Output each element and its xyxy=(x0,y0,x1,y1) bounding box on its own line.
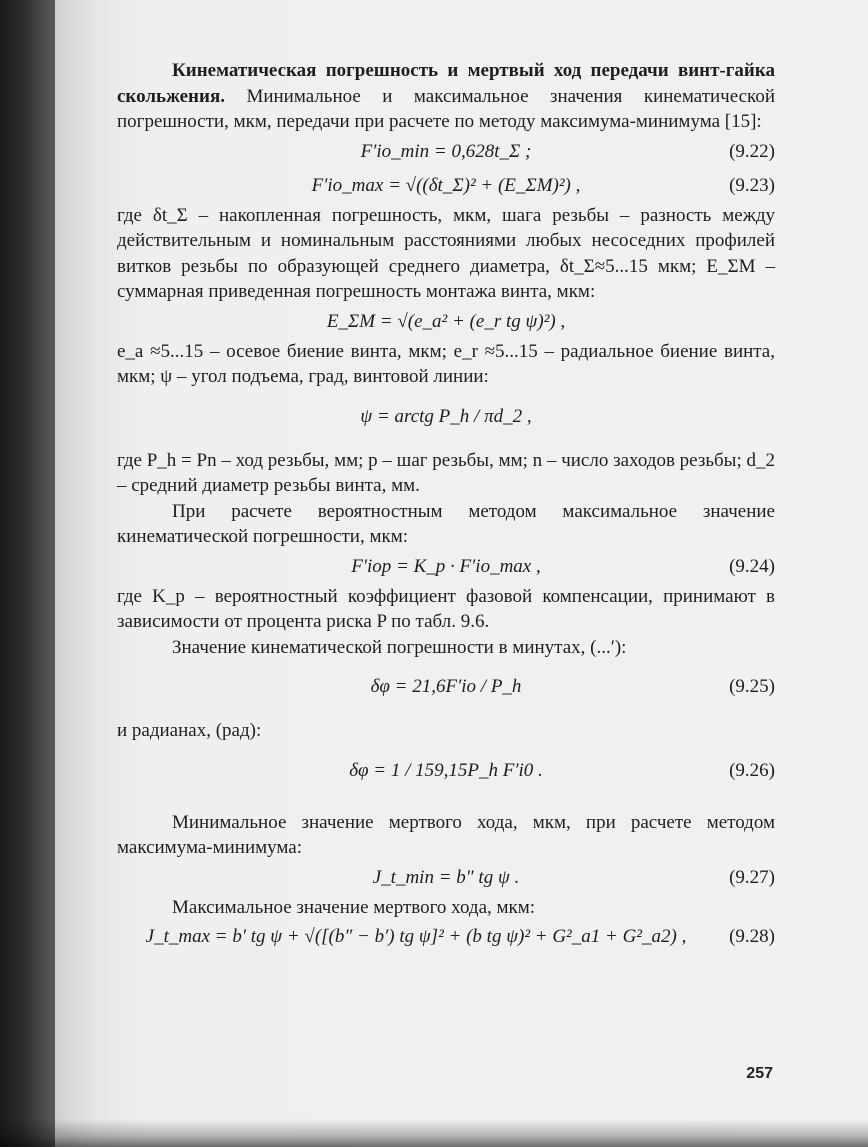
paragraph-2: где δt_Σ – накопленная погрешность, мкм, шага резьбы – разность между действительным и номинальным расстояниями любых несоседних профилей витков резьбы по образующей среднего диаметра, δt_Σ≈5...15 мкм; E_ΣM – суммарная приведенная погрешность монтажа винта, мкм: xyxy=(117,204,775,302)
paragraph-8: и радианах, (рад): xyxy=(117,720,262,741)
paragraph-6: где K_p – вероятностный коэффициент фазовой компенсации, принимают в зависимости от процента риска P по табл. 9.6. xyxy=(117,585,775,632)
paragraph-3: e_a ≈5...15 – осевое биение винта, мкм; e_r ≈5...15 – радиальное биение винта, мкм; ψ – угол подъема, град, винтовой линии: xyxy=(117,340,775,387)
equation-9-22-number: (9.22) xyxy=(729,140,775,162)
paragraph-9: Минимальное значение мертвого хода, мкм, при расчете методом максимума-минимума: xyxy=(117,811,775,858)
equation-psi xyxy=(117,390,775,448)
equation-9-24-expression: F′iop = K_p · F′io_max , xyxy=(351,555,541,577)
paragraph-5: При расчете вероятностным методом максимальное значение кинематической погрешности, мкм: xyxy=(117,500,775,547)
equation-9-28-number: (9.28) xyxy=(729,926,775,947)
page-number: 257 xyxy=(746,1065,773,1082)
paragraph-7: Значение кинематической погрешности в минутах, (...′): xyxy=(172,636,627,658)
paragraph-1-text: Минимальное и максимальное значения кинематической погрешности, мкм, передачи при расчете по методу максимума-минимума [15]: xyxy=(117,85,775,132)
equation-9-23-number: (9.23) xyxy=(729,174,775,196)
page-bottom-shadow xyxy=(0,1119,868,1147)
equation-esm-expression: E_ΣM = √(e_a² + (e_r tg ψ)²) , xyxy=(326,310,566,332)
paragraph-10: Максимальное значение мертвого хода, мкм: xyxy=(172,896,536,918)
paragraph-1 xyxy=(117,58,775,135)
equation-9-27-expression: J_t_min = b″ tg ψ . xyxy=(372,866,520,888)
equation-9-25 xyxy=(117,660,775,718)
equation-9-23-expression: F′io_max = √((δt_Σ)² + (E_ΣM)²) , xyxy=(311,174,581,196)
equation-9-22-expression: F′io_min = 0,628t_Σ ; xyxy=(360,140,532,162)
equation-9-27 xyxy=(117,861,775,895)
equation-9-24 xyxy=(117,550,775,584)
equation-psi-expression: ψ = arctg P_h / πd_2 , xyxy=(360,405,532,427)
equation-9-27-number: (9.27) xyxy=(729,866,775,888)
equation-9-28-expression: J_t_max = b′ tg ψ + √([(b″ − b′) tg ψ]² + (b tg ψ)² + G²_a1 + G²_a2) , xyxy=(145,926,687,947)
equation-9-22 xyxy=(117,135,775,169)
equation-9-24-number: (9.24) xyxy=(729,555,775,577)
equation-9-26 xyxy=(117,744,775,802)
equation-esm xyxy=(117,305,775,339)
paragraph-4: где P_h = Pn – ход резьбы, мм; p – шаг резьбы, мм; n – число заходов резьбы; d_2 – средний диаметр резьбы винта, мм. xyxy=(117,449,775,496)
equation-9-26-number: (9.26) xyxy=(729,759,775,781)
equation-9-23 xyxy=(117,169,775,203)
equation-9-26-expression: δφ = 1 / 159,15P_h F′i0 . xyxy=(349,759,543,781)
equation-9-25-number: (9.25) xyxy=(729,676,775,697)
page-text-block xyxy=(117,58,775,954)
section-lead: Кинематическая погрешность и мертвый ход передачи винт-гайка скольжения. xyxy=(117,60,775,107)
equation-9-25-expression: δφ = 21,6F′io / P_h xyxy=(370,676,522,697)
equation-9-28 xyxy=(117,920,775,954)
